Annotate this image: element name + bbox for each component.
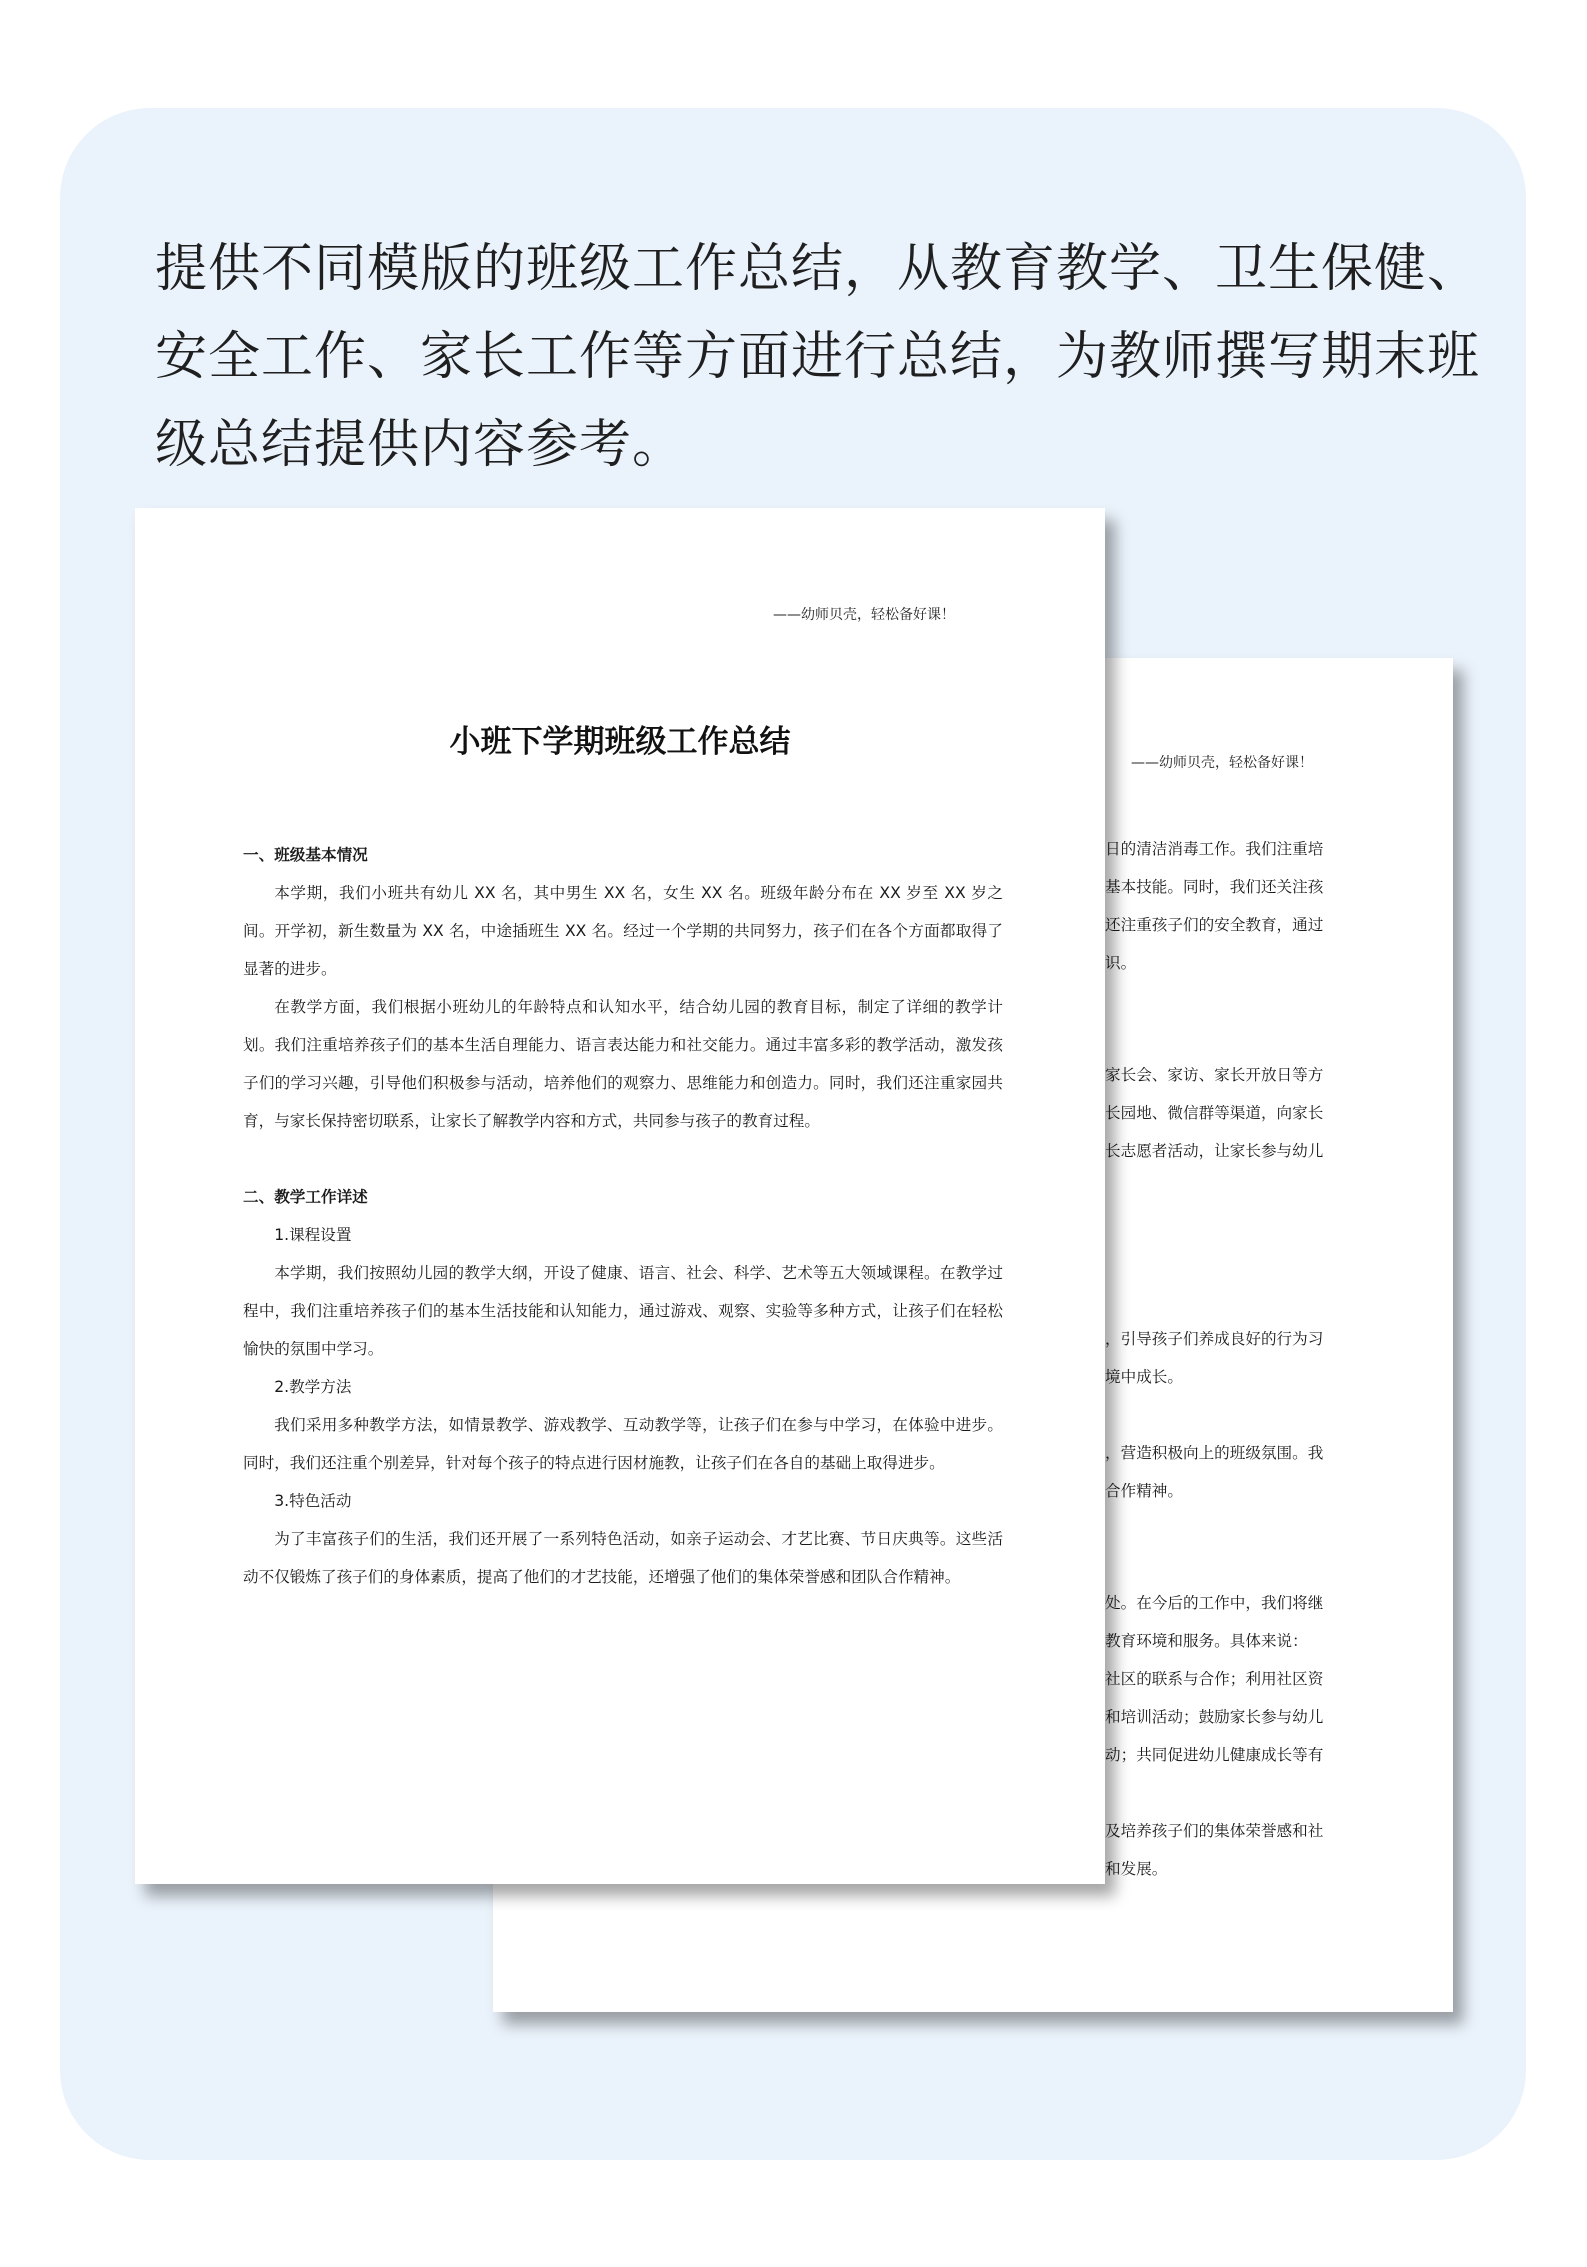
section-heading: 一、班级基本情况 [243, 846, 368, 864]
headline: 提供不同模版的班级工作总结，从教育教学、卫生保健、安全工作、家长工作等方面进行总结，为教师撰写期末班级总结提供内容参考。 [155, 239, 1481, 475]
paragraph: 为了丰富孩子们的生活，我们还开展了一系列特色活动，如亲子运动会、才艺比赛、节日庆典等。这些活动不仅锻炼了孩子们的身体素质，提高了他们的才艺技能，还增强了他们的集体荣誉感和团队合作精神。 [243, 1530, 1003, 1586]
front-document-page [135, 508, 1105, 1884]
back-text-fragment: 社区的联系与合作；利用社区资 [1105, 1670, 1324, 1688]
paragraph: 我们采用多种教学方法，如情景教学、游戏教学、互动教学等，让孩子们在参与中学习，在体验中进步。同时，我们还注重个别差异，针对每个孩子的特点进行因材施教，让孩子们在各自的基础上取得进步。 [243, 1416, 1003, 1472]
back-text-fragment: 和发展。 [1105, 1860, 1168, 1878]
back-text-fragment: ，营造积极向上的班级氛围。我 [1105, 1444, 1324, 1462]
back-text-fragment: ，引导孩子们养成良好的行为习 [1105, 1330, 1324, 1348]
document-title: 小班下学期班级工作总结 [449, 724, 791, 760]
back-text-fragment: 教育环境和服务。具体来说： [1105, 1632, 1308, 1650]
subsection-heading: 3.特色活动 [274, 1492, 352, 1510]
back-text-fragment: 处。在今后的工作中，我们将继 [1105, 1594, 1324, 1612]
back-text-fragment: 及培养孩子们的集体荣誉感和社 [1105, 1822, 1324, 1840]
back-text-fragment: 长志愿者活动，让家长参与幼儿 [1105, 1142, 1324, 1160]
section-heading: 二、教学工作详述 [243, 1188, 368, 1206]
back-text-fragment: 长园地、微信群等渠道，向家长 [1105, 1104, 1324, 1122]
subsection-heading: 1.课程设置 [274, 1226, 352, 1244]
paragraph: 在教学方面，我们根据小班幼儿的年龄特点和认知水平，结合幼儿园的教育目标，制定了详细的教学计划。我们注重培养孩子们的基本生活自理能力、语言表达能力和社交能力。通过丰富多彩的教学活动，激发孩子们的学习兴趣，引导他们积极参与活动，培养他们的观察力、思维能力和创造力。同时，我们还注重家园共育，与家长保持密切联系，让家长了解教学内容和方式，共同参与孩子的教育过程。 [243, 998, 1003, 1130]
back-text-fragment: 合作精神。 [1105, 1482, 1183, 1500]
front-page-tagline: ——幼师贝壳，轻松备好课！ [773, 607, 955, 623]
back-text-fragment: 动；共同促进幼儿健康成长等有 [1105, 1746, 1324, 1764]
back-text-fragment: 还注重孩子们的安全教育，通过 [1105, 916, 1324, 934]
paragraph: 本学期，我们按照幼儿园的教学大纲，开设了健康、语言、社会、科学、艺术等五大领域课程。在教学过程中，我们注重培养孩子们的基本生活技能和认知能力，通过游戏、观察、实验等多种方式，让孩子们在轻松愉快的氛围中学习。 [243, 1264, 1003, 1358]
back-text-fragment: 境中成长。 [1105, 1368, 1183, 1386]
back-text-fragment: 家长会、家访、家长开放日等方 [1105, 1066, 1324, 1084]
paragraph: 本学期，我们小班共有幼儿 XX 名，其中男生 XX 名，女生 XX 名。班级年龄分布在 XX 岁至 XX 岁之间。开学初，新生数量为 XX 名，中途插班生 XX 名。经过一个学期的共同努力，孩子们在各个方面都取得了显著的进步。 [243, 884, 1003, 978]
document-body [243, 836, 1003, 1596]
back-text-fragment: 和培训活动；鼓励家长参与幼儿 [1105, 1708, 1324, 1726]
back-page-tagline: ——幼师贝壳，轻松备好课！ [1131, 755, 1313, 771]
subsection-heading: 2.教学方法 [274, 1378, 352, 1396]
back-text-fragment: 基本技能。同时，我们还关注孩 [1105, 878, 1324, 896]
back-text-fragment: 日的清洁消毒工作。我们注重培 [1105, 840, 1324, 858]
back-text-fragment: 识。 [1105, 954, 1137, 972]
